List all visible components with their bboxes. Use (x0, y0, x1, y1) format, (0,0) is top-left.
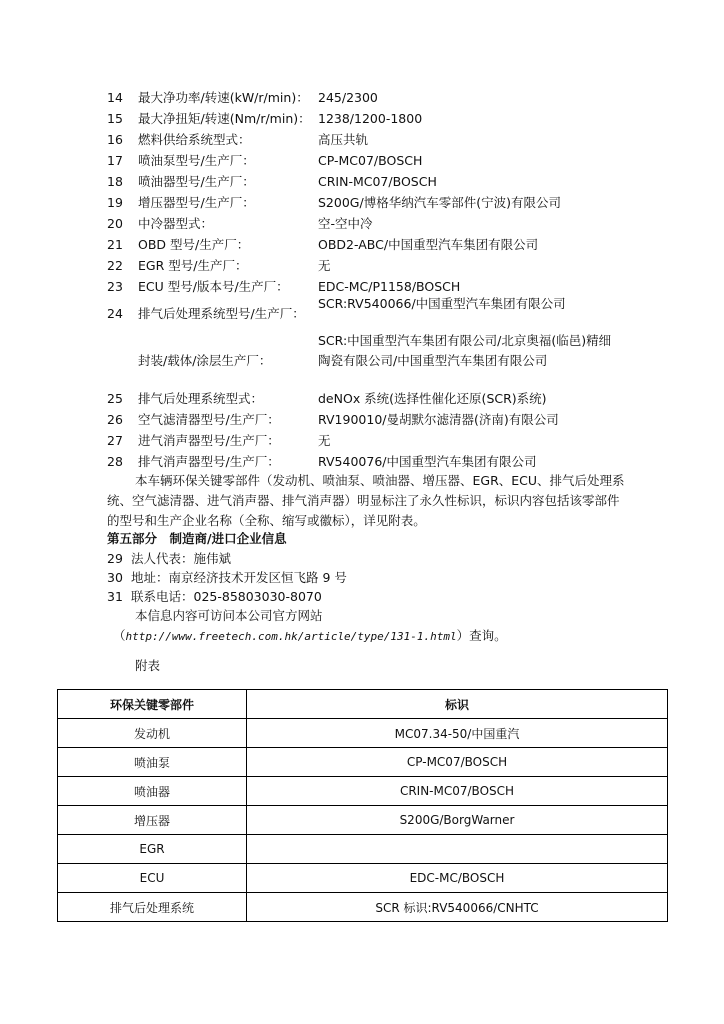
item-number: 22 (107, 258, 123, 273)
item-value: EDC-MC/P1158/BOSCH (318, 279, 461, 294)
item-label: 燃料供给系统型式： (138, 132, 251, 147)
table-cell: CP-MC07/BOSCH (247, 748, 668, 777)
table-cell: 喷油器 (58, 777, 247, 806)
item-number: 17 (107, 153, 123, 168)
item-number: 20 (107, 216, 123, 231)
url-open-paren: （ (113, 628, 126, 643)
table-cell: 增压器 (58, 806, 247, 835)
table-cell: EGR (58, 835, 247, 864)
item-value: RV190010/曼胡默尔滤清器(济南)有限公司 (318, 412, 559, 427)
item-label: 喷油器型号/生产厂： (138, 174, 255, 189)
item-label: 排气消声器型号/生产厂： (138, 454, 280, 469)
item-label: 最大净功率/转速(kW/r/min)： (138, 90, 309, 105)
item-text: 法人代表：施伟斌 (131, 551, 232, 566)
table-header-row (58, 690, 668, 719)
item-number: 26 (107, 412, 123, 427)
info-line: 本信息内容可访问本公司官方网站 (135, 608, 323, 623)
item-label: 排气后处理系统型号/生产厂： (138, 306, 305, 321)
appendix-title: 附表 (135, 658, 161, 673)
url-close-text: ）查询。 (456, 628, 507, 643)
item-value: 无 (318, 433, 331, 448)
item-label: 喷油泵型号/生产厂： (138, 153, 255, 168)
table-row (58, 748, 668, 777)
section-title: 第五部分 制造商/进口企业信息 (107, 531, 287, 546)
url-line (113, 626, 507, 646)
item-number: 15 (107, 111, 123, 126)
item-value: 1238/1200-1800 (318, 111, 423, 126)
table-cell: 喷油泵 (58, 748, 247, 777)
table-cell: SCR 标识:RV540066/CNHTC (247, 893, 668, 922)
website-link[interactable]: http://www.freetech.com.hk/article/type/131-1.html (125, 630, 457, 643)
item-label: 最大净扭矩/转速(Nm/r/min)： (138, 111, 311, 126)
table-row (58, 806, 668, 835)
item-value: S200G/博格华纳汽车零部件(宁波)有限公司 (318, 195, 561, 210)
item-sub-value: SCR:中国重型汽车集团有限公司/北京奥福(临邑)精细 (318, 333, 612, 348)
item-label: 排气后处理系统型式： (138, 391, 264, 406)
item-text: 地址：南京经济技术开发区恒飞路 9 号 (131, 570, 347, 585)
table-cell: EDC-MC/BOSCH (247, 864, 668, 893)
item-number: 31 (107, 589, 123, 604)
item-number: 23 (107, 279, 123, 294)
item-number: 16 (107, 132, 123, 147)
item-sub-value: 陶瓷有限公司/中国重型汽车集团有限公司 (318, 353, 548, 368)
table-cell: MC07.34-50/中国重汽 (247, 719, 668, 748)
item-number: 19 (107, 195, 123, 210)
table-cell: 发动机 (58, 719, 247, 748)
item-number: 14 (107, 90, 123, 105)
item-value: OBD2-ABC/中国重型汽车集团有限公司 (318, 237, 539, 252)
item-label: 中冷器型式： (138, 216, 214, 231)
item-value: RV540076/中国重型汽车集团有限公司 (318, 454, 537, 469)
item-number: 25 (107, 391, 123, 406)
table-header: 环保关键零部件 (58, 690, 247, 719)
item-label: ECU 型号/版本号/生产厂： (138, 279, 289, 294)
item-value: 245/2300 (318, 90, 378, 105)
item-number: 21 (107, 237, 123, 252)
item-value: CP-MC07/BOSCH (318, 153, 423, 168)
item-value: SCR:RV540066/中国重型汽车集团有限公司 (318, 296, 566, 311)
table-row (58, 777, 668, 806)
item-sub-label: 封装/载体/涂层生产厂： (138, 353, 272, 368)
item-label: 增压器型号/生产厂： (138, 195, 255, 210)
item-number: 18 (107, 174, 123, 189)
item-value: deNOx 系统(选择性催化还原(SCR)系统) (318, 391, 547, 406)
item-number: 28 (107, 454, 123, 469)
table-cell: 排气后处理系统 (58, 893, 247, 922)
item-label: OBD 型号/生产厂： (138, 237, 250, 252)
item-number: 24 (107, 306, 123, 321)
item-label: EGR 型号/生产厂： (138, 258, 248, 273)
item-value: 空-空中冷 (318, 216, 373, 231)
item-value: CRIN-MC07/BOSCH (318, 174, 437, 189)
item-number: 27 (107, 433, 123, 448)
item-label: 空气滤清器型号/生产厂： (138, 412, 280, 427)
item-value: 无 (318, 258, 331, 273)
item-label: 进气消声器型号/生产厂： (138, 433, 280, 448)
table-row (58, 893, 668, 922)
table-cell (247, 835, 668, 864)
marking-paragraph: 本车辆环保关键零部件（发动机、喷油泵、喷油器、增压器、EGR、ECU、排气后处理系统、空气滤清器、进气消声器、排气消声器）明显标注了永久性标识，标识内容包括该零部件的型号和生产企业名称（全称、缩写或徽标），详见附表。 (107, 473, 625, 528)
item-number: 29 (107, 551, 123, 566)
table-row (58, 864, 668, 893)
table-row (58, 719, 668, 748)
item-value: 高压共轨 (318, 132, 369, 147)
table-row (58, 835, 668, 864)
table-cell: CRIN-MC07/BOSCH (247, 777, 668, 806)
item-number: 30 (107, 570, 123, 585)
table-header: 标识 (247, 690, 668, 719)
table-cell: ECU (58, 864, 247, 893)
components-table (57, 689, 668, 922)
item-text: 联系电话：025-85803030-8070 (131, 589, 322, 604)
table-cell: S200G/BorgWarner (247, 806, 668, 835)
